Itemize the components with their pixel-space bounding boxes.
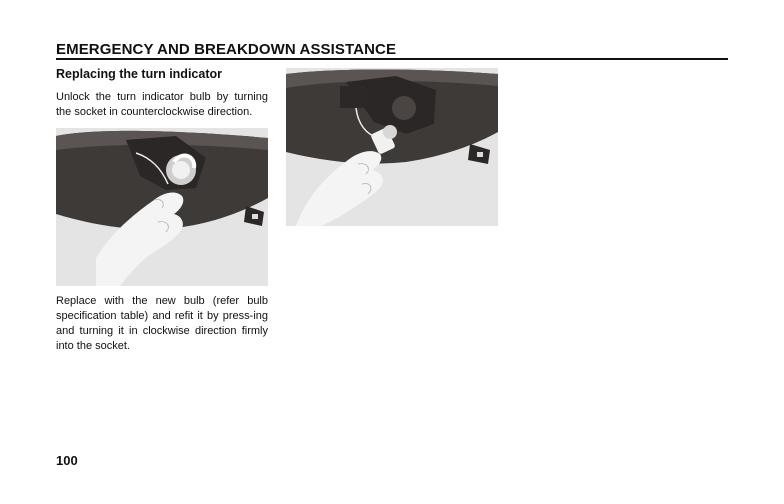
instruction-paragraph-remove: Unlock the turn indicator bulb by turning the socket in counterclockwise direction. [56,91,268,118]
page-number: 100 [56,453,78,468]
photo-unlock-socket [56,128,268,286]
section-header-title: EMERGENCY AND BREAKDOWN ASSISTANCE [56,41,397,58]
instruction-paragraph-refit: Replace with the new bulb (refer bulb specification table) and refit it by press-ing and turning it in clockwise direction firmly into the socket. [56,295,268,352]
photo-bulb-removed [286,68,498,226]
procedure-title: Replacing the turn indicator [56,67,222,81]
header-rule [56,58,728,60]
